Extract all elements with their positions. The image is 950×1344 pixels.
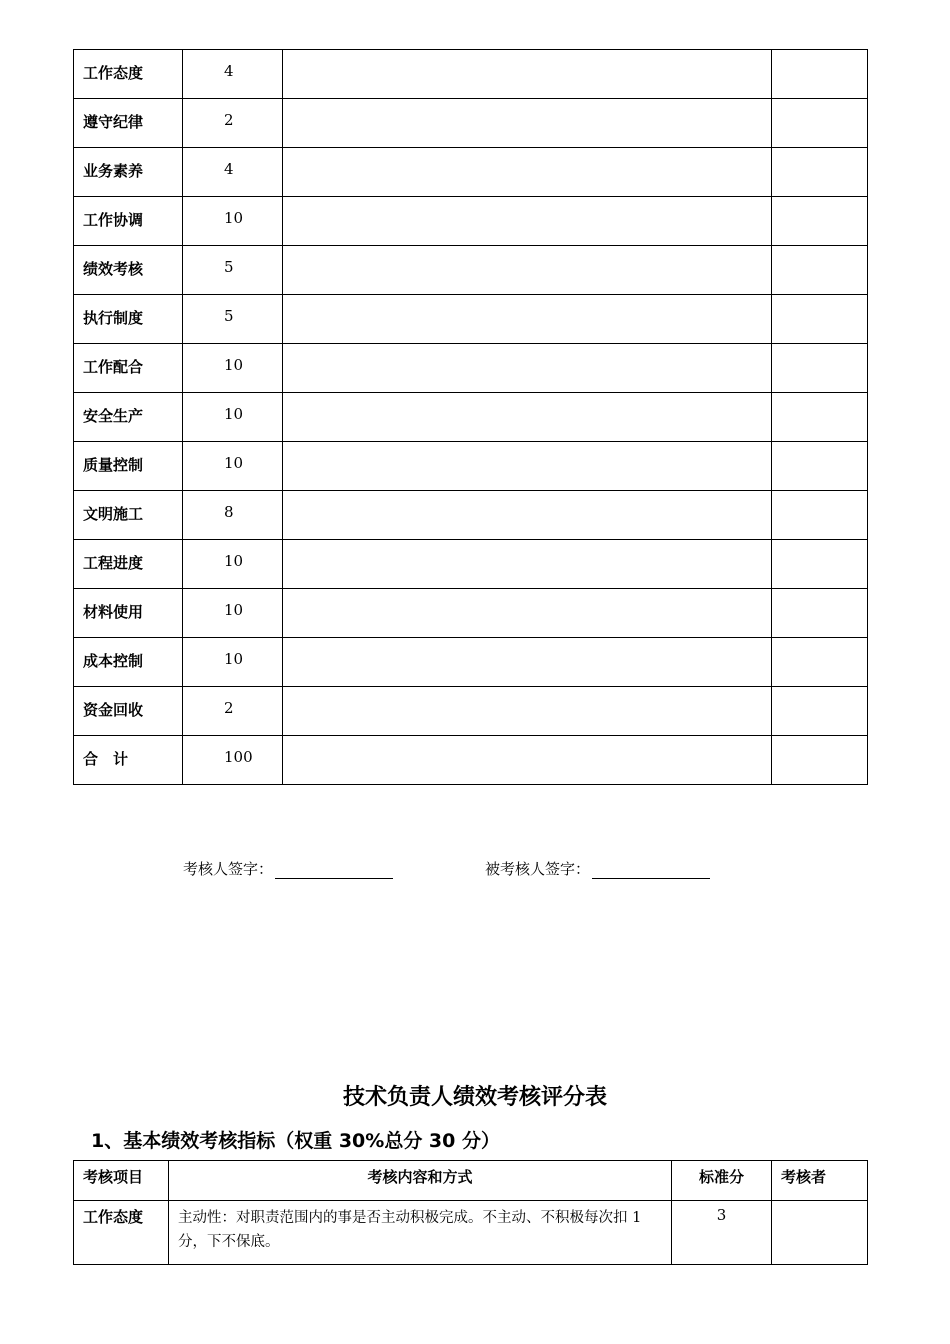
item-result-cell[interactable] xyxy=(772,442,868,491)
item-name: 合 计 xyxy=(74,736,183,785)
item-name: 文明施工 xyxy=(74,491,183,540)
item-result-cell[interactable] xyxy=(772,736,868,785)
table-row xyxy=(74,638,868,687)
item-name: 业务素养 xyxy=(74,148,183,197)
item-score: 10 xyxy=(183,442,283,491)
item-result-cell[interactable] xyxy=(772,540,868,589)
item-score: 10 xyxy=(183,589,283,638)
item-result-cell[interactable] xyxy=(772,197,868,246)
assessor-signature-label: 考核人签字： xyxy=(183,860,274,878)
item-score: 5 xyxy=(183,295,283,344)
assessor-signature xyxy=(183,858,393,879)
item-score: 5 xyxy=(183,246,283,295)
assessee-signature-line[interactable] xyxy=(592,862,710,879)
assess-standard: 3 xyxy=(672,1201,772,1265)
item-name: 材料使用 xyxy=(74,589,183,638)
item-content-cell[interactable] xyxy=(283,442,772,491)
item-score: 10 xyxy=(183,393,283,442)
item-name: 工作态度 xyxy=(74,50,183,99)
assessor-signature-line[interactable] xyxy=(275,862,393,879)
item-score: 10 xyxy=(183,540,283,589)
table-row xyxy=(74,1201,868,1265)
item-content-cell[interactable] xyxy=(283,491,772,540)
header-standard: 标准分 xyxy=(672,1161,772,1201)
table-row xyxy=(74,589,868,638)
item-score: 10 xyxy=(183,344,283,393)
item-score: 8 xyxy=(183,491,283,540)
item-result-cell[interactable] xyxy=(772,589,868,638)
item-name: 遵守纪律 xyxy=(74,99,183,148)
item-name: 质量控制 xyxy=(74,442,183,491)
table-row xyxy=(74,148,868,197)
item-score: 2 xyxy=(183,99,283,148)
header-assessor: 考核者 xyxy=(772,1161,868,1201)
item-name: 绩效考核 xyxy=(74,246,183,295)
item-content-cell[interactable] xyxy=(283,50,772,99)
section-heading: 1、基本绩效考核指标（权重 30%总分 30 分） xyxy=(91,1130,500,1152)
table-row xyxy=(74,246,868,295)
item-content-cell[interactable] xyxy=(283,638,772,687)
item-name: 工程进度 xyxy=(74,540,183,589)
table-row xyxy=(74,491,868,540)
item-content-cell[interactable] xyxy=(283,99,772,148)
item-result-cell[interactable] xyxy=(772,99,868,148)
table-row xyxy=(74,687,868,736)
table-row xyxy=(74,393,868,442)
table-row xyxy=(74,50,868,99)
header-item: 考核项目 xyxy=(74,1161,169,1201)
assess-item: 工作态度 xyxy=(74,1201,169,1265)
table-row xyxy=(74,540,868,589)
item-content-cell[interactable] xyxy=(283,589,772,638)
item-name: 成本控制 xyxy=(74,638,183,687)
item-score: 10 xyxy=(183,638,283,687)
scoring-table xyxy=(73,49,868,785)
item-result-cell[interactable] xyxy=(772,491,868,540)
item-result-cell[interactable] xyxy=(772,393,868,442)
item-result-cell[interactable] xyxy=(772,687,868,736)
table-row xyxy=(74,197,868,246)
item-score: 10 xyxy=(183,197,283,246)
item-score: 4 xyxy=(183,50,283,99)
item-result-cell[interactable] xyxy=(772,148,868,197)
item-content-cell[interactable] xyxy=(283,246,772,295)
item-result-cell[interactable] xyxy=(772,344,868,393)
assess-assessor[interactable] xyxy=(772,1201,868,1265)
item-name: 工作协调 xyxy=(74,197,183,246)
assessment-table xyxy=(73,1160,868,1265)
table-row xyxy=(74,736,868,785)
item-content-cell[interactable] xyxy=(283,687,772,736)
item-result-cell[interactable] xyxy=(772,638,868,687)
table-row xyxy=(74,344,868,393)
item-content-cell[interactable] xyxy=(283,393,772,442)
item-name: 执行制度 xyxy=(74,295,183,344)
form-title: 技术负责人绩效考核评分表 xyxy=(342,1085,607,1110)
item-score: 2 xyxy=(183,687,283,736)
table-row xyxy=(74,99,868,148)
item-content-cell[interactable] xyxy=(283,736,772,785)
assessment-table-header xyxy=(74,1161,868,1201)
item-content-cell[interactable] xyxy=(283,540,772,589)
item-result-cell[interactable] xyxy=(772,246,868,295)
item-result-cell[interactable] xyxy=(772,50,868,99)
assessee-signature-label: 被考核人签字： xyxy=(485,860,591,878)
item-content-cell[interactable] xyxy=(283,148,772,197)
table-row xyxy=(74,295,868,344)
assessee-signature xyxy=(485,858,710,879)
item-score: 4 xyxy=(183,148,283,197)
item-name: 工作配合 xyxy=(74,344,183,393)
header-content: 考核内容和方式 xyxy=(169,1161,672,1201)
item-content-cell[interactable] xyxy=(283,295,772,344)
item-result-cell[interactable] xyxy=(772,295,868,344)
item-name: 资金回收 xyxy=(74,687,183,736)
item-name: 安全生产 xyxy=(74,393,183,442)
table-row xyxy=(74,442,868,491)
assess-content: 主动性：对职责范围内的事是否主动积极完成。不主动、不积极每次扣 1 分，下不保底。 xyxy=(169,1201,672,1265)
item-content-cell[interactable] xyxy=(283,344,772,393)
item-score: 100 xyxy=(183,736,283,785)
item-content-cell[interactable] xyxy=(283,197,772,246)
